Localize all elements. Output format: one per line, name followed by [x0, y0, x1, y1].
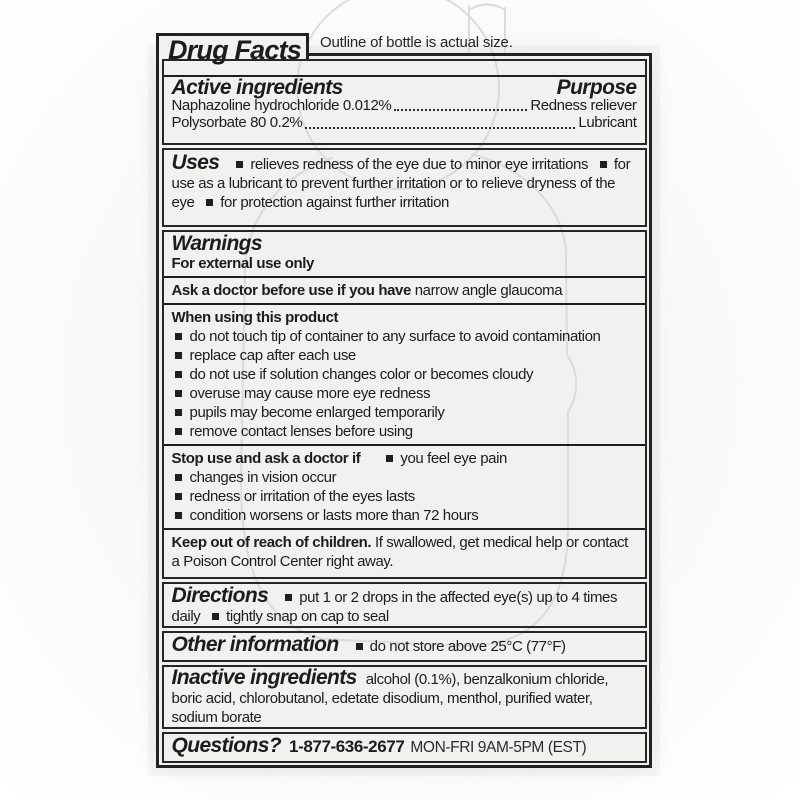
inactive-ingredients-text: alcohol (0.1%), benzalkonium chloride, boric acid, chlorobutanol, edetate disodium, menthol, purified water, sodium borate [171, 670, 609, 726]
warning-item [172, 384, 637, 403]
questions-hours: MON-FRI 9AM-5PM (EST) [410, 738, 587, 756]
section-other-information [162, 631, 647, 662]
stop-use-text: condition worsens or lasts more than 72 hours [189, 506, 479, 524]
warning-text: replace cap after each use [189, 346, 356, 364]
warning-text: overuse may cause more eye redness [189, 384, 431, 402]
warning-item [172, 365, 637, 384]
bullet-icon [285, 594, 292, 601]
warnings-divider [164, 528, 645, 530]
directions-heading: Directions [171, 583, 269, 607]
use-item: relieves redness of the eye due to minor eye irritations [250, 155, 589, 173]
warning-item [172, 422, 637, 441]
bullet-icon [175, 371, 182, 378]
questions-phone: 1-877-636-2677 [289, 736, 405, 756]
external-use-line: For external use only [171, 254, 314, 272]
warning-text: do not use if solution changes color or becomes cloudy [189, 365, 534, 383]
section-uses [162, 148, 647, 227]
warning-text: remove contact lenses before using [189, 422, 413, 440]
ingredient-purpose: Redness reliever [530, 96, 637, 114]
bullet-icon [175, 333, 182, 340]
stop-use-item [172, 506, 637, 525]
warning-text: do not touch tip of container to any surface to avoid contamination [189, 327, 601, 345]
use-item: for use as a lubricant to prevent further irritation or to relieve dryness of the eye [171, 155, 631, 211]
stop-use-text: you feel eye pain [400, 449, 507, 467]
bullet-icon [175, 352, 182, 359]
bullet-icon [175, 390, 182, 397]
stop-use-heading: Stop use and ask a doctor if [171, 449, 361, 467]
when-using-heading: When using this product [171, 308, 339, 326]
keep-out-rest: If swallowed, get medical help or contact a Poison Control Center right away. [171, 533, 628, 570]
questions-heading: Questions? [171, 733, 282, 757]
bottle-size-note: Outline of bottle is actual size. [320, 34, 513, 51]
other-information-item: do not store above 25°C (77°F) [369, 637, 566, 655]
drug-facts-title: Drug Facts [168, 35, 302, 65]
ingredient-name: Naphazoline hydrochloride 0.012% [171, 96, 392, 114]
warning-item [172, 346, 637, 365]
keep-out-lead: Keep out of reach of children. [171, 533, 372, 551]
warning-item [172, 403, 637, 422]
bullet-icon [356, 643, 363, 650]
drug-facts-tab [156, 33, 309, 65]
inactive-ingredients-heading: Inactive ingredients [171, 665, 357, 689]
dotted-leader [305, 127, 575, 129]
direction-item: put 1 or 2 drops in the affected eye(s) up to 4 times daily [171, 588, 618, 625]
section-active-ingredients [162, 59, 647, 145]
bullet-icon [212, 613, 219, 620]
bullet-icon [175, 474, 182, 481]
ingredient-purpose: Lubricant [578, 114, 637, 131]
stop-use-text: changes in vision occur [189, 468, 337, 486]
warnings-divider [164, 444, 645, 446]
ask-doctor-lead: Ask a doctor before use if you have [171, 281, 411, 299]
bullet-icon [386, 455, 393, 462]
uses-heading: Uses [171, 150, 220, 174]
stop-use-item [172, 468, 637, 487]
ingredient-name: Polysorbate 80 0.2% [171, 114, 303, 131]
bullet-icon [175, 409, 182, 416]
warning-text: pupils may become enlarged temporarily [189, 403, 445, 421]
use-item: for protection against further irritation [220, 193, 450, 211]
dotted-leader [394, 109, 527, 111]
direction-item: tightly snap on cap to seal [226, 607, 389, 625]
bullet-icon [206, 199, 213, 206]
section-questions [162, 732, 647, 763]
ask-doctor-condition: narrow angle glaucoma [414, 281, 563, 299]
bullet-icon [236, 161, 243, 168]
ingredient-row [172, 97, 637, 115]
bullet-icon [600, 161, 607, 168]
section-directions [162, 582, 647, 628]
ingredient-row [172, 114, 637, 132]
other-information-heading: Other information [171, 632, 339, 656]
warning-item [172, 327, 637, 346]
stop-use-item [172, 487, 637, 506]
warnings-heading: Warnings [171, 231, 262, 255]
bullet-icon [175, 428, 182, 435]
warnings-divider [164, 276, 645, 278]
bullet-icon [175, 512, 182, 519]
section-inactive-ingredients [162, 665, 647, 729]
purpose-heading: Purpose [556, 75, 637, 99]
warnings-divider [164, 303, 645, 305]
stop-use-text: redness or irritation of the eyes lasts [189, 487, 415, 505]
active-ingredients-heading: Active ingredients [171, 75, 343, 99]
section-warnings [162, 230, 647, 579]
bullet-icon [175, 493, 182, 500]
